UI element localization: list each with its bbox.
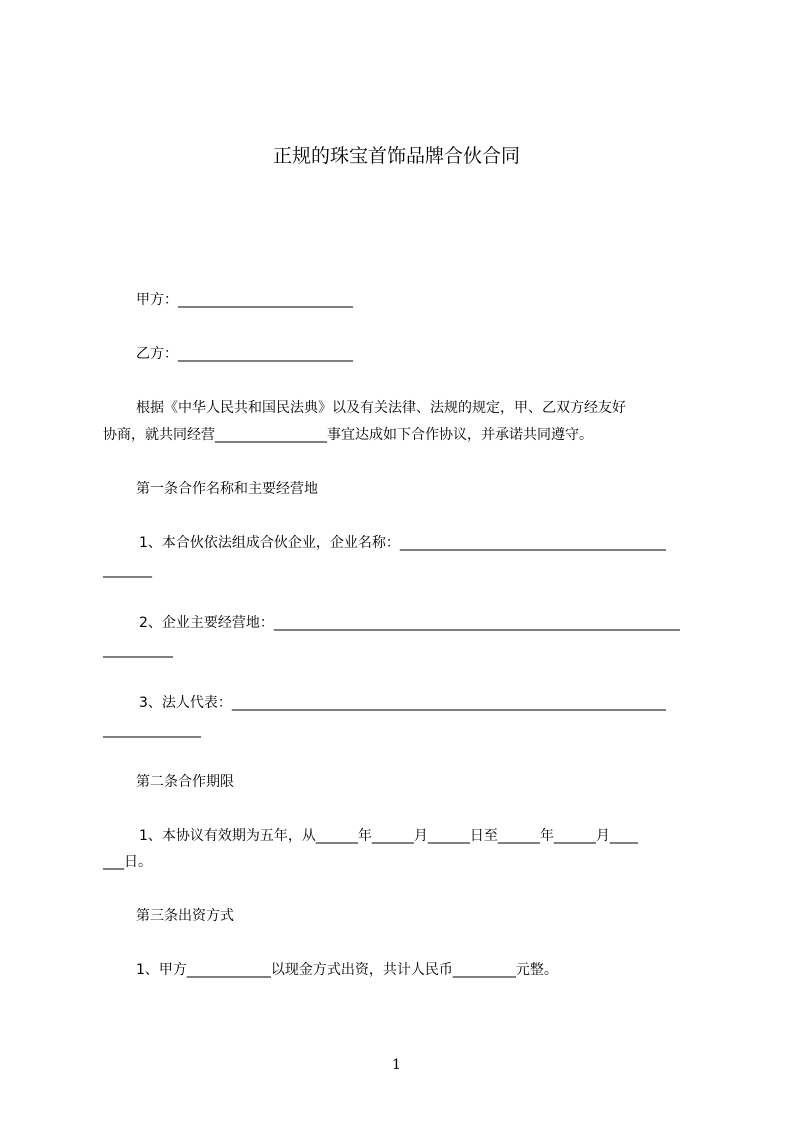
article-1-item-1-line-2: _______: [103, 562, 152, 578]
article-1-item-3-line-2: ______________: [103, 722, 201, 738]
article-3-heading: 第三条出资方式: [136, 908, 234, 924]
article-2-item-1-line-1: 1、本协议有效期为五年，从______年______月______日至______年______月____: [139, 828, 638, 844]
article-1-heading: 第一条合作名称和主要经营地: [136, 481, 318, 497]
party-b-line: 乙方：_________________________: [136, 346, 353, 362]
intro-paragraph-line-1: 根据《中华人民共和国民法典》以及有关法律、法规的规定，甲、乙双方经友好: [136, 400, 626, 416]
article-1-item-2-line-2: __________: [103, 642, 173, 658]
document-title: 正规的珠宝首饰品牌合伙合同: [272, 145, 520, 167]
article-1-item-1-line-1: 1、本合伙依法组成合伙企业，企业名称：______________________________________: [139, 535, 666, 551]
article-2-heading: 第二条合作期限: [136, 774, 234, 790]
article-3-item-1: 1、甲方____________以现金方式出资，共计人民币_________元整。: [136, 962, 558, 978]
page-number: 1: [392, 1057, 401, 1073]
party-a-line: 甲方：_________________________: [136, 292, 353, 308]
article-2-item-1-line-2: ___日。: [103, 854, 152, 870]
article-1-item-2-line-1: 2、企业主要经营地：__________________________________________________________: [139, 615, 680, 631]
article-1-item-3-line-1: 3、法人代表：______________________________________________________________: [139, 695, 666, 711]
intro-paragraph-line-2: 协商，就共同经营________________事宜达成如下合作协议，并承诺共同遵守。: [103, 427, 593, 443]
